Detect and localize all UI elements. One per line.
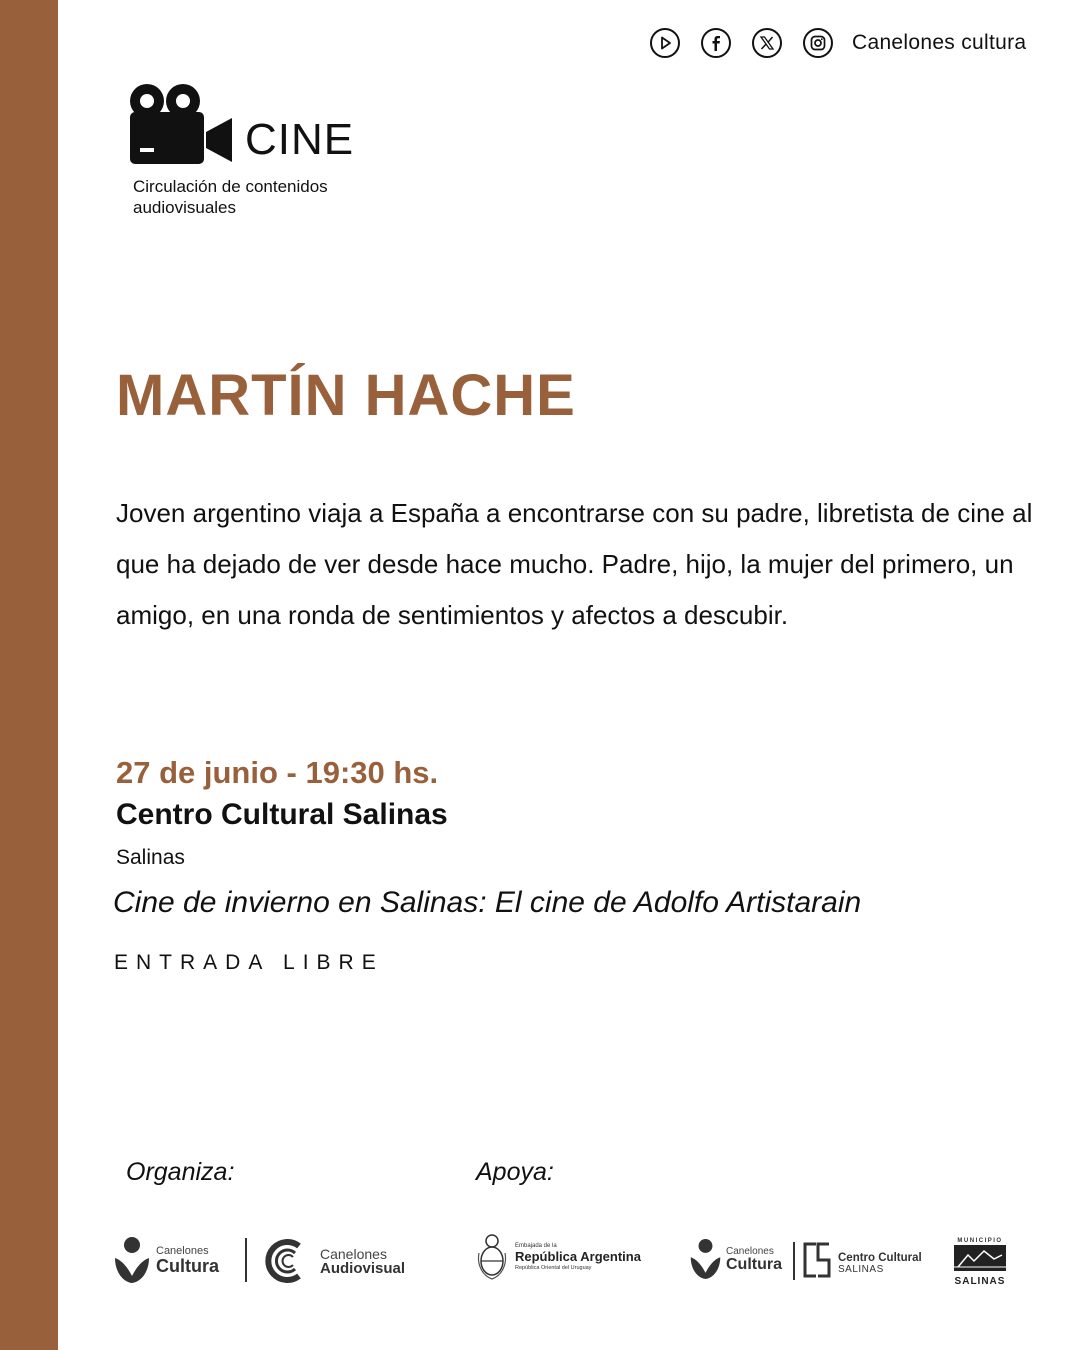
cine-subtitle-line1: Circulación de contenidos bbox=[133, 177, 328, 196]
facebook-icon[interactable] bbox=[701, 28, 731, 58]
film-series: Cine de invierno en Salinas: El cine de Adolfo Artistarain bbox=[113, 886, 862, 919]
centro-cultural-line1: Centro Cultural bbox=[838, 1251, 922, 1264]
centro-cultural-line2: SALINAS bbox=[838, 1263, 884, 1275]
canelones-cultura-small: Canelones bbox=[156, 1244, 209, 1257]
cine-wordmark: CINE bbox=[245, 115, 355, 164]
canelones-audiovisual-logo bbox=[265, 1238, 405, 1284]
canelones-audiovisual-icon bbox=[265, 1238, 307, 1284]
canelones-cultura-big: Cultura bbox=[156, 1255, 219, 1276]
cine-subtitle bbox=[133, 176, 393, 218]
apoya-label: Apoya: bbox=[476, 1158, 554, 1186]
canelones-cultura-icon bbox=[689, 1238, 722, 1280]
canelones-cultura-big-2: Cultura bbox=[726, 1255, 782, 1273]
event-date-time: 27 de junio - 19:30 hs. bbox=[116, 755, 439, 790]
canelones-cultura-small-2: Canelones bbox=[726, 1245, 774, 1257]
embajada-line3: República Oriental del Uruguay bbox=[515, 1265, 592, 1271]
canelones-cultura-logo-2 bbox=[689, 1238, 782, 1280]
logo-divider-2 bbox=[793, 1242, 795, 1280]
accent-side-bar bbox=[0, 0, 58, 1350]
film-synopsis: Joven argentino viaja a España a encontrarse con su padre, libretista de cine al que ha dejado de ver desde hace mucho. Padre, hijo, la mujer del primero, un amigo, en una ronda de sentimientos y afectos a descubir. bbox=[116, 498, 1033, 630]
canelones-audiovisual-big: Audiovisual bbox=[320, 1259, 406, 1277]
canelones-audiovisual-small: Canelones bbox=[320, 1245, 387, 1262]
municipio-line2: SALINAS bbox=[954, 1276, 1006, 1287]
canelones-cultura-icon bbox=[113, 1236, 151, 1284]
instagram-icon[interactable] bbox=[803, 28, 833, 58]
centro-cultural-salinas-logo bbox=[803, 1242, 922, 1278]
film-title: MARTÍN HACHE bbox=[116, 363, 576, 428]
argentina-coat-of-arms-icon bbox=[477, 1233, 507, 1281]
cine-subtitle-line2: audiovisuales bbox=[133, 198, 237, 217]
film-camera-icon bbox=[130, 82, 234, 164]
organiza-label: Organiza: bbox=[126, 1158, 235, 1186]
embajada-line1: Embajada de la bbox=[515, 1243, 557, 1249]
event-city: Salinas bbox=[116, 846, 185, 869]
embajada-line2: República Argentina bbox=[515, 1249, 641, 1264]
centro-cultural-cs-icon bbox=[803, 1242, 831, 1278]
social-handle[interactable]: Canelones cultura bbox=[852, 31, 1027, 54]
event-venue: Centro Cultural Salinas bbox=[116, 798, 448, 831]
embajada-argentina-logo bbox=[477, 1233, 641, 1281]
logo-divider bbox=[245, 1238, 247, 1282]
entry-info: ENTRADA LIBRE bbox=[114, 951, 384, 974]
youtube-icon[interactable] bbox=[650, 28, 680, 58]
canelones-cultura-logo bbox=[113, 1236, 219, 1284]
municipio-line1: MUNICIPIO bbox=[957, 1238, 1003, 1244]
municipio-salinas-emblem-icon bbox=[954, 1245, 1006, 1271]
social-links bbox=[650, 28, 1026, 58]
municipio-salinas-logo bbox=[953, 1238, 1007, 1287]
x-icon[interactable] bbox=[752, 28, 782, 58]
